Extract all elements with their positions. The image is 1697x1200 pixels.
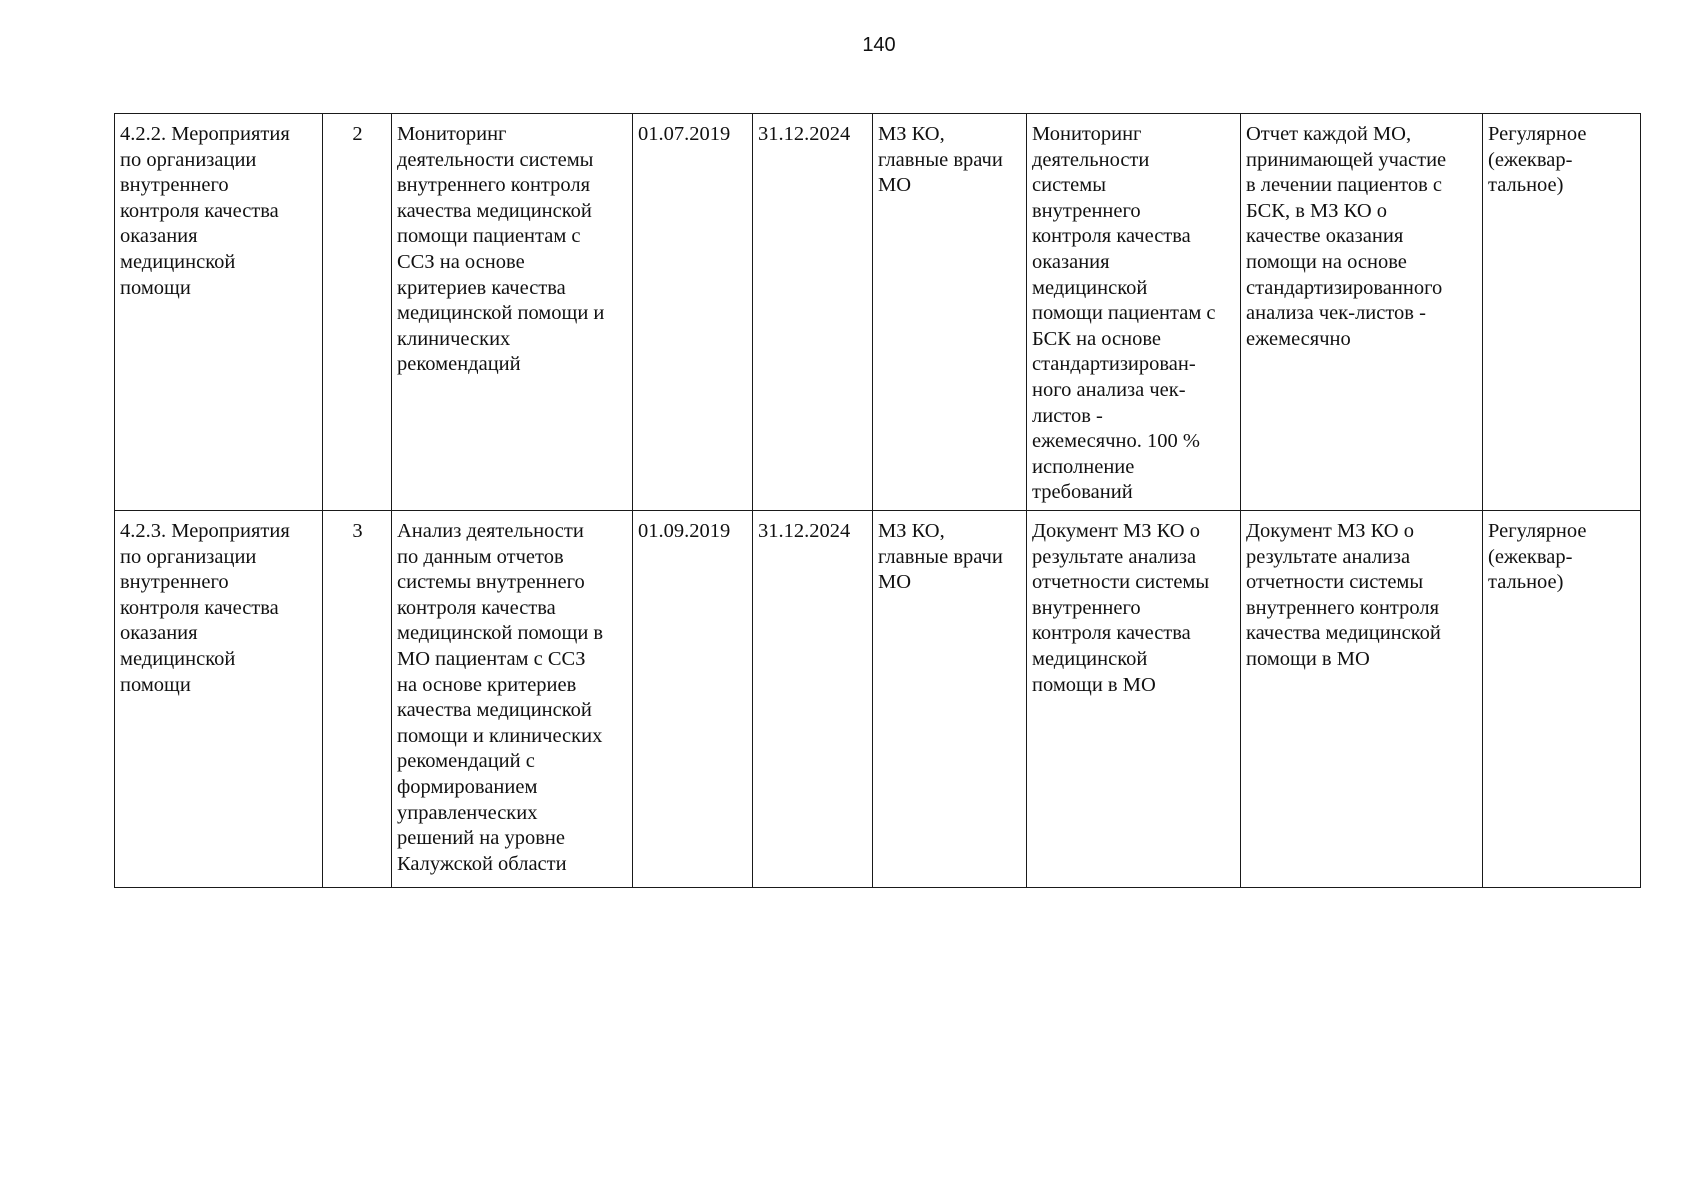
periodicity-text: Регулярное (ежеквар- тальное) <box>1488 520 1587 594</box>
page-number: 140 <box>862 34 896 56</box>
start-date-cell <box>633 511 753 888</box>
periodicity-text: Регулярное (ежеквар- тальное) <box>1488 123 1587 197</box>
control-text: Документ МЗ КО о результате анализа отчетности системы внутреннего контроля качества медицинской помощи в МО <box>1246 520 1441 670</box>
content-cell <box>392 114 633 511</box>
start-date-text: 01.09.2019 <box>638 520 731 542</box>
end-date-cell <box>753 114 873 511</box>
number-cell <box>323 511 392 888</box>
control-cell <box>1241 114 1483 511</box>
result-cell <box>1027 511 1241 888</box>
responsible-text: МЗ КО, главные врачи МО <box>878 520 1003 594</box>
responsible-cell <box>873 114 1027 511</box>
activities-table <box>114 113 1641 888</box>
periodicity-cell <box>1483 511 1641 888</box>
start-date-cell <box>633 114 753 511</box>
number-cell <box>323 114 392 511</box>
content-text: Анализ деятельности по данным отчетов системы внутреннего контроля качества медицинской помощи в МО пациентам с ССЗ на основе критериев качества медицинской помощи и клинических рекомендаций с формированием управленческих решений на уровне Калужской области <box>397 520 604 875</box>
responsible-text: МЗ КО, главные врачи МО <box>878 123 1003 197</box>
periodicity-cell <box>1483 114 1641 511</box>
result-text: Мониторинг деятельности системы внутреннего контроля качества оказания медицинской помощи пациентам с БСК на основе стандартизирован- ного анализа чек- листов - ежемесячно. 100 % исполнение требований <box>1032 123 1216 504</box>
control-text: Отчет каждой МО, принимающей участие в лечении пациентов с БСК, в МЗ КО о качестве оказания помощи на основе стандартизированного анализа чек-листов - ежемесячно <box>1246 123 1447 350</box>
table-row <box>115 114 1641 511</box>
number-text: 3 <box>352 520 363 542</box>
content-text: Мониторинг деятельности системы внутреннего контроля качества медицинской помощи пациентам с ССЗ на основе критериев качества медицинской помощи и клинических рекомендаций <box>397 123 605 376</box>
event-text: 4.2.3. Мероприятия по организации внутреннего контроля качества оказания медицинской помощи <box>120 520 290 696</box>
end-date-text: 31.12.2024 <box>758 520 851 542</box>
start-date-text: 01.07.2019 <box>638 123 731 145</box>
event-cell <box>115 511 323 888</box>
result-text: Документ МЗ КО о результате анализа отчетности системы внутреннего контроля качества медицинской помощи в МО <box>1032 520 1210 696</box>
result-cell <box>1027 114 1241 511</box>
event-cell <box>115 114 323 511</box>
control-cell <box>1241 511 1483 888</box>
end-date-cell <box>753 511 873 888</box>
event-text: 4.2.2. Мероприятия по организации внутреннего контроля качества оказания медицинской помощи <box>120 123 290 299</box>
number-text: 2 <box>352 123 363 145</box>
end-date-text: 31.12.2024 <box>758 123 851 145</box>
content-cell <box>392 511 633 888</box>
table-row <box>115 511 1641 888</box>
responsible-cell <box>873 511 1027 888</box>
